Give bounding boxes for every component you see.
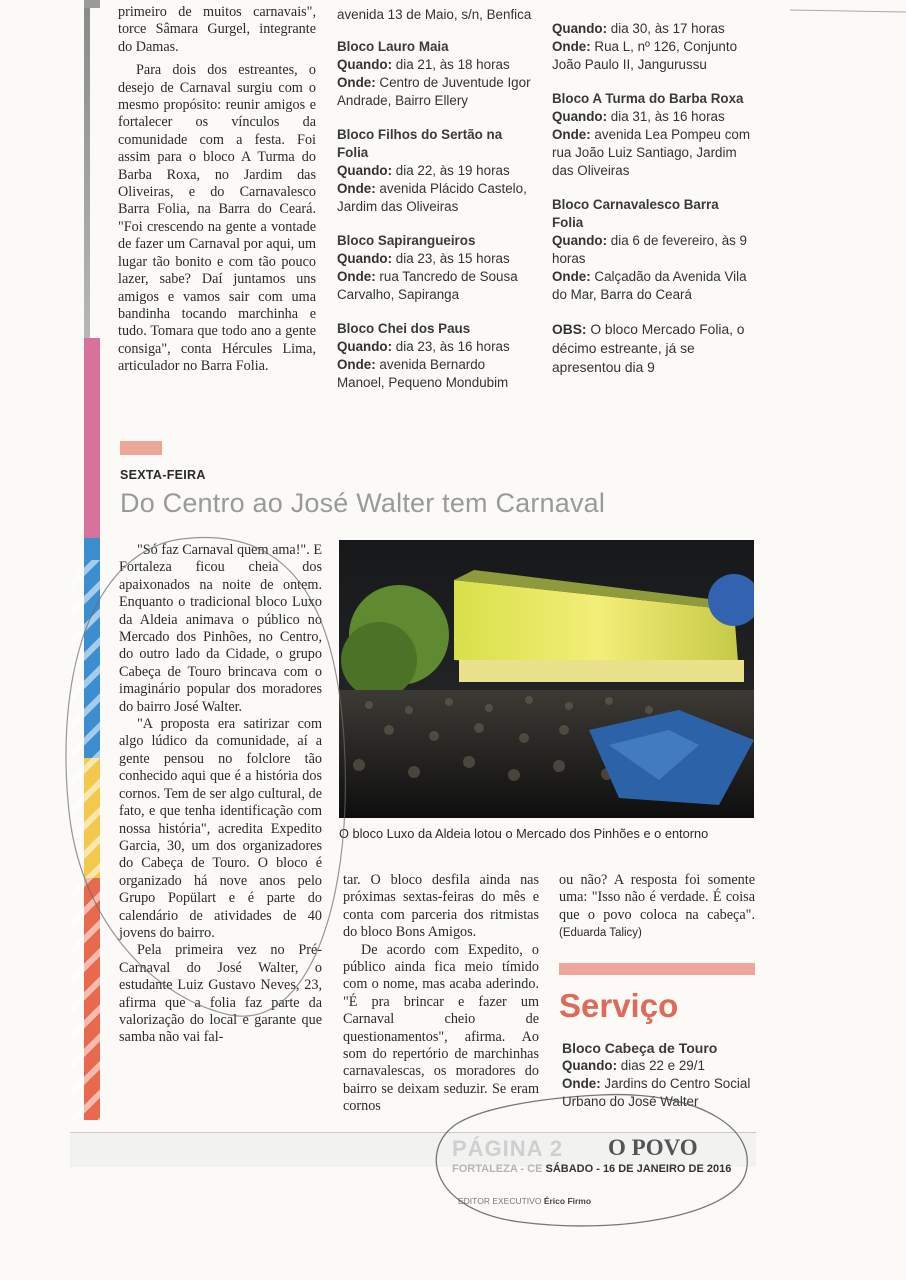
- label-quando: Quando:: [337, 57, 393, 72]
- label-quando: Quando:: [337, 251, 393, 266]
- article-paragraph: ou não? A resposta foi somente uma: "Isso não é verdade. É coisa que o povo coloca na cabeça".: [559, 872, 755, 923]
- label-quando: Quando:: [337, 163, 393, 178]
- photo-caption: O bloco Luxo da Aldeia lotou o Mercado dos Pinhões e o entorno: [339, 826, 709, 841]
- article-column-1: [119, 542, 322, 1047]
- event-quando: dia 30, às 17 horas: [610, 21, 725, 36]
- event-onde: Centro de Juventude Igor Andrade, Bairro Ellery: [337, 75, 531, 108]
- event-mid-2: [337, 126, 533, 216]
- top-left-column: [118, 4, 316, 376]
- events-right: [552, 20, 752, 393]
- label-onde: Onde:: [552, 39, 591, 54]
- label-onde: Onde:: [337, 269, 376, 284]
- label-quando: Quando:: [552, 233, 608, 248]
- article-paragraph: Pela primeira vez no Pré-Carnaval do José Walter, o estudante Luiz Gustavo Neves, 23, afirma que a folia faz parte da valorização do local e garante que samba não vai fal-: [119, 942, 322, 1046]
- event-title: Bloco Filhos do Sertão na Folia: [337, 127, 503, 160]
- label-onde: Onde:: [337, 75, 376, 90]
- servico-onde: Jardins do Centro Social Urbano do José Walter: [562, 1076, 751, 1109]
- label-onde: Onde:: [337, 181, 376, 196]
- event-quando: dia 22, às 19 horas: [395, 163, 510, 178]
- top-left-paragraph: Para dois dos estreantes, o desejo de Carnaval surgiu com o mesmo propósito: reunir amigos e fortalecer os vínculos da comunidade com a festa. Foi assim para o bloco A Turma do Barba Roxa, no Jardim das Oliveiras, e do Carnavalesco Barra Folia, na Barra do Ceará. "Foi crescendo na gente a vontade de fazer um Carnaval por aqui, um lugar tão bonito e com tão pouco lazer, sabe? Daí juntamos uns amigos e vamos sair com uma bandinha tocando marchinha e tudo. Tomara que todo ano a gente consiga", conta Hércules Lima, articulador no Barra Folia.: [118, 62, 316, 375]
- obs-note: [552, 320, 752, 377]
- event-title: Bloco Lauro Maia: [337, 39, 449, 54]
- label-onde: Onde:: [562, 1076, 601, 1091]
- article-paragraph: De acordo com Expedito, o público ainda fica meio tímido com o nome, mas acaba aderindo. "É pra brincar e fazer um Carnaval cheio de questionamentos", afirma. Ao som do repertório de marchinhas carnavalescas, os moradores do bairro se deixam seduzir. Se eram cornos: [343, 941, 539, 1115]
- article-paragraph: "A proposta era satirizar com algo lúdico da comunidade, aí a gente pensou no folclore tão conhecido aqui que é a história dos cornos. Tem de ser algo cultural, de fato, e que tenha identificação com nossa história", acredita Expedito Garcia, 30, um dos organizadores do Cabeça de Touro. O bloco é organizado há nove anos pelo Grupo Popülart e é parte do calendário de atividades de 40 jovens do bairro.: [119, 716, 322, 941]
- editor-name: Érico Firmo: [543, 1196, 592, 1206]
- footer-editor: [458, 1196, 591, 1206]
- section-accent-bar: [120, 441, 162, 455]
- event-quando: dia 23, às 15 horas: [395, 251, 510, 266]
- event-right-0: [552, 20, 752, 74]
- events-middle: [337, 6, 533, 408]
- footer-date: SÁBADO - 16 DE JANEIRO DE 2016: [545, 1163, 732, 1175]
- event-onde: Calçadão da Avenida Vila do Mar, Barra do Ceará: [552, 269, 747, 302]
- top-left-text: primeiro de muitos carnavais", torce Sâmara Gurgel, integrante do Damas.: [118, 4, 316, 55]
- servico-accent-bar: [559, 963, 755, 975]
- label-onde: Onde:: [552, 127, 591, 142]
- event-title: Bloco Carnavalesco Barra Folia: [552, 197, 719, 230]
- event-right-1: [552, 90, 752, 180]
- article-column-2: [343, 872, 539, 1116]
- headline: Do Centro ao José Walter tem Carnaval: [120, 488, 606, 518]
- label-quando: Quando:: [552, 109, 608, 124]
- servico-quando: dias 22 e 29/1: [620, 1058, 705, 1073]
- servico-heading: Serviço: [559, 987, 679, 1024]
- event-mid-0-onde: avenida 13 de Maio, s/n, Benfica: [337, 7, 532, 22]
- obs-text: O bloco Mercado Folia, o décimo estreante, já se apresentou dia 9: [552, 322, 745, 375]
- author-credit: (Eduarda Talicy): [559, 927, 642, 940]
- event-onde: avenida Plácido Castelo, Jardim das Oliveiras: [337, 181, 527, 214]
- color-strip-pattern: [72, 560, 102, 1120]
- label-quando: Quando:: [552, 21, 608, 36]
- event-right-2: [552, 196, 752, 304]
- event-mid-1: [337, 38, 533, 110]
- event-quando: dia 31, às 16 horas: [610, 109, 725, 124]
- footer-city: FORTALEZA - CE: [452, 1163, 543, 1175]
- event-onde: rua Tancredo de Sousa Carvalho, Sapiranga: [337, 269, 518, 302]
- event-quando: dia 6 de fevereiro, às 9 horas: [552, 233, 748, 266]
- page-number: PÁGINA 2: [452, 1136, 564, 1161]
- event-title: Bloco A Turma do Barba Roxa: [552, 91, 744, 106]
- servico-title: Bloco Cabeça de Touro: [562, 1040, 718, 1056]
- event-onde: avenida Lea Pompeu com rua João Luiz Santiago, Jardim das Oliveiras: [552, 127, 751, 178]
- label-obs: OBS:: [552, 322, 587, 337]
- article-column-3: [559, 872, 755, 943]
- newspaper-logo: O POVO: [608, 1135, 698, 1160]
- label-onde: Onde:: [552, 269, 591, 284]
- label-quando: Quando:: [337, 339, 393, 354]
- article-paragraph: tar. O bloco desfila ainda nas próximas sextas-feiras do mês e conta com parceria dos ritmistas do bloco Bons Amigos.: [343, 872, 539, 941]
- servico-info: [562, 1039, 752, 1111]
- photo-luxo-da-aldeia: [339, 540, 754, 818]
- kicker: SEXTA-FEIRA: [120, 468, 206, 482]
- event-title: Bloco Sapirangueiros: [337, 233, 476, 248]
- editor-label: EDITOR EXECUTIVO: [458, 1196, 542, 1206]
- event-title: Bloco Chei dos Paus: [337, 321, 471, 336]
- label-onde: Onde:: [337, 357, 376, 372]
- event-mid-3: [337, 232, 533, 304]
- event-onde: avenida Bernardo Manoel, Pequeno Mondubim: [337, 357, 509, 390]
- article-paragraph: "Só faz Carnaval quem ama!". E Fortaleza ficou cheia dos apaixonados na noite de ontem. Enquanto o tradicional bloco Luxo da Aldeia animava o público no Mercado dos Pinhões, no Centro, do outro lado da Cidade, o grupo Cabeça de Touro brincava com o imaginário popular dos moradores do bairro José Walter.: [119, 542, 322, 715]
- crowd-photo-illustration: [339, 540, 754, 818]
- event-quando: dia 21, às 18 horas: [395, 57, 510, 72]
- event-quando: dia 23, às 16 horas: [395, 339, 510, 354]
- event-mid-4: [337, 320, 533, 392]
- event-onde: Rua L, nº 126, Conjunto João Paulo II, Jangurussu: [552, 39, 738, 72]
- label-quando: Quando:: [562, 1058, 618, 1073]
- footer-dateline: [452, 1163, 731, 1175]
